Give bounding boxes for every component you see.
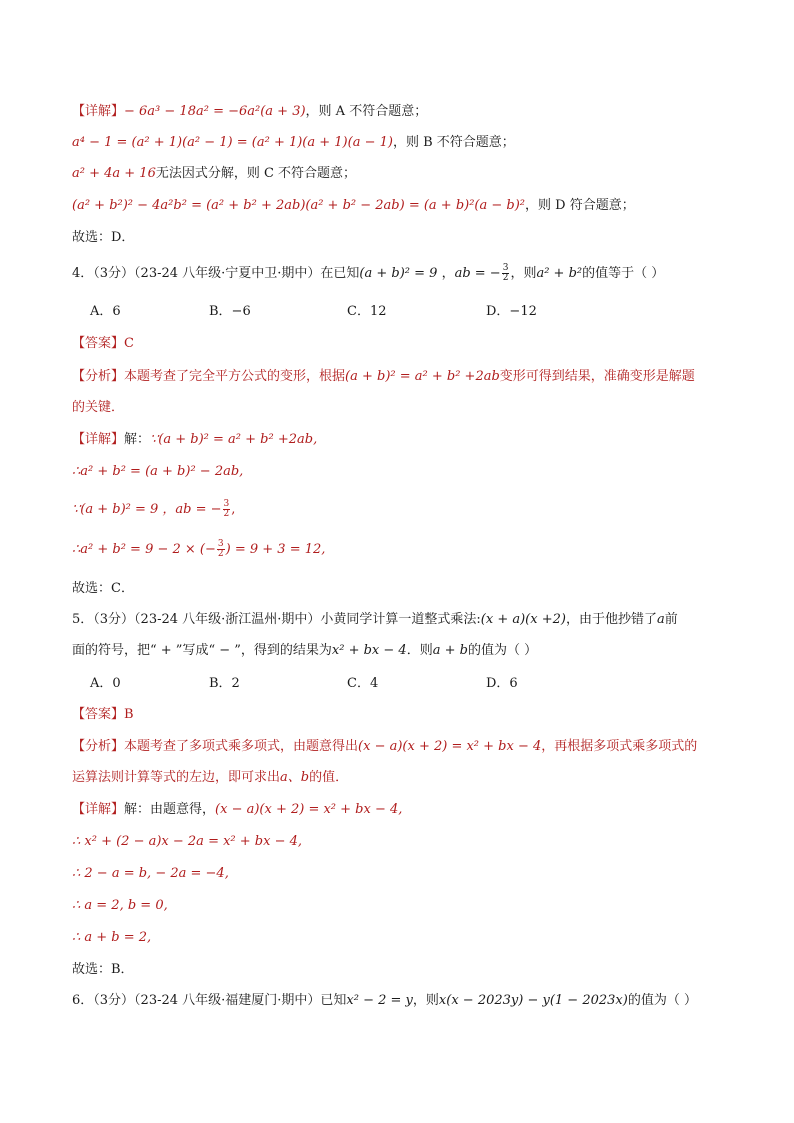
fraction-numerator: 3: [502, 263, 509, 273]
math-expression: (a + b)² = a² + b² +2ab: [345, 369, 500, 384]
option-b: B．2: [209, 676, 240, 691]
solution-line: [72, 164, 356, 184]
answer-tag: 【答案】: [72, 707, 125, 722]
text: ．则: [406, 643, 433, 658]
math-expression: (a + b)² = 9: [359, 266, 438, 281]
text: ，则: [510, 266, 537, 281]
math-expression: a² + b²: [536, 266, 583, 281]
separator: ，: [437, 266, 455, 281]
math-expression: ∴ 2 − a = b, − 2a = −4,: [72, 866, 229, 881]
answer-value: B: [124, 707, 134, 722]
text: ，由于他抄错了: [565, 612, 657, 627]
fraction-denominator: 2: [502, 273, 509, 283]
math-expression: (x − a)(x + 2) = x² + bx − 4,: [215, 802, 403, 817]
math-expression: ) = 9 + 3 = 12,: [225, 542, 326, 557]
fraction-denominator: 2: [217, 549, 224, 559]
choose-line: 故选：B．: [72, 962, 134, 977]
fraction: [217, 540, 225, 559]
detail-line: [72, 500, 235, 520]
answer-value: C: [124, 336, 134, 351]
analysis-text: 本题考查了多项式乘多项式，由题意得出: [124, 739, 359, 754]
math-expression: a² + 4a + 16: [72, 166, 156, 181]
text: ，则 D 符合题意；: [525, 198, 635, 213]
detail-line: [72, 832, 302, 852]
fraction-numerator: 3: [223, 499, 230, 509]
text: 的值等于（ ）: [582, 266, 665, 281]
detail-line: [72, 540, 325, 560]
text: ,: [231, 502, 236, 517]
math-expression: a、b: [280, 770, 310, 785]
fraction-denominator: 2: [223, 509, 230, 519]
question-6-stem: [72, 991, 697, 1011]
solution-line: [72, 196, 635, 216]
math-expression: ∴ a + b = 2,: [72, 930, 152, 945]
text: ，则 A 不符合题意；: [305, 104, 428, 119]
option-d: D．−12: [486, 304, 537, 319]
analysis-line: 的关键．: [72, 400, 125, 415]
text: 面的符号，把“ + ”写成“ − ”，得到的结果为: [72, 643, 332, 658]
question-head: 5．（3分）（23-24 八年级·浙江温州·期中）小黄同学计算一道整式乘法:: [72, 612, 481, 627]
analysis-text: ，再根据多项式乘多项式的: [541, 739, 698, 754]
fraction: [223, 500, 231, 519]
detail-tag: 【详解】: [72, 432, 125, 447]
text: 的值为（ ）: [467, 643, 538, 658]
math-expression: ∵(a + b)² = 9 ，ab = −: [72, 502, 222, 517]
fraction-numerator: 3: [217, 539, 224, 549]
math-expression: ab = −: [454, 266, 501, 281]
option-a: A．0: [90, 676, 121, 691]
detail-tag: 【详解】: [72, 802, 125, 817]
math-expression: a⁴ − 1 = (a² + 1)(a² − 1) = (a² + 1)(a + 1)(a − 1): [72, 135, 393, 150]
answer-line: [72, 705, 134, 725]
detail-line: [72, 896, 168, 916]
option-a: A．6: [90, 304, 121, 319]
solution-line: [72, 102, 427, 122]
question-head: 6．（3分）（23-24 八年级·福建厦门·期中）已知: [72, 993, 347, 1008]
text: 前: [664, 612, 678, 627]
answer-line: [72, 334, 134, 354]
text: 无法因式分解，则 C 不符合题意；: [155, 166, 357, 181]
analysis-text: 运算法则计算等式的左边，即可求出: [72, 770, 281, 785]
detail-line: [72, 800, 402, 820]
math-expression: − 6a³ − 18a² = −6a²(a + 3): [124, 104, 306, 119]
math-expression: ∴a² + b² = 9 − 2 × (−: [72, 542, 216, 557]
detail-line: [72, 462, 243, 482]
analysis-tag: 【分析】: [72, 369, 125, 384]
answer-tag: 【答案】: [72, 336, 125, 351]
math-expression: x(x − 2023y) − y(1 − 2023x): [438, 993, 628, 1008]
option-c: C．12: [347, 304, 387, 319]
text: ，则: [412, 993, 439, 1008]
math-expression: ∴ x² + (2 − a)x − 2a = x² + bx − 4,: [72, 834, 303, 849]
math-expression: ∴a² + b² = (a + b)² − 2ab,: [72, 464, 244, 479]
math-expression: (x + a)(x +2): [480, 612, 566, 627]
text: ，则 B 不符合题意；: [392, 135, 515, 150]
analysis-line: [72, 737, 697, 757]
detail-line: [72, 864, 229, 884]
analysis-text: 的值．: [309, 770, 349, 785]
analysis-line: [72, 367, 695, 387]
detail-tag: 【详解】: [72, 104, 125, 119]
math-expression: x² − 2 = y: [346, 993, 413, 1008]
math-expression: (x − a)(x + 2) = x² + bx − 4: [358, 739, 542, 754]
detail-line: [72, 928, 151, 948]
choose-line: 故选：D．: [72, 230, 135, 245]
text: 的值为（ ）: [627, 993, 697, 1008]
option-d: D．6: [486, 676, 518, 691]
question-4-stem: [72, 264, 664, 284]
choose-line: 故选：C．: [72, 581, 134, 596]
question-5-stem-line2: [72, 641, 537, 661]
math-expression: x² + bx − 4: [331, 643, 407, 658]
option-c: C．4: [347, 676, 379, 691]
math-expression: a + b: [432, 643, 468, 658]
math-expression: (a² + b²)² − 4a²b² = (a² + b² + 2ab)(a² + b² − 2ab) = (a + b)²(a − b)²: [72, 198, 526, 213]
text: 解：由题意得，: [124, 802, 216, 817]
question-5-stem: [72, 610, 678, 630]
fraction: [502, 264, 510, 283]
analysis-text: 变形可得到结果，准确变形是解题: [499, 369, 695, 384]
math-var: a: [656, 612, 665, 627]
detail-line: [72, 430, 317, 450]
analysis-text: 本题考查了完全平方公式的变形，根据: [124, 369, 346, 384]
text: 解：: [124, 432, 151, 447]
analysis-tag: 【分析】: [72, 739, 125, 754]
solution-line: [72, 133, 515, 153]
math-expression: ∵(a + b)² = a² + b² +2ab,: [150, 432, 318, 447]
question-head: 4．（3分）（23-24 八年级·宁夏中卫·期中）在已知: [72, 266, 360, 281]
option-b: B．−6: [209, 304, 251, 319]
analysis-line: [72, 768, 348, 788]
math-expression: ∴ a = 2, b = 0,: [72, 898, 168, 913]
